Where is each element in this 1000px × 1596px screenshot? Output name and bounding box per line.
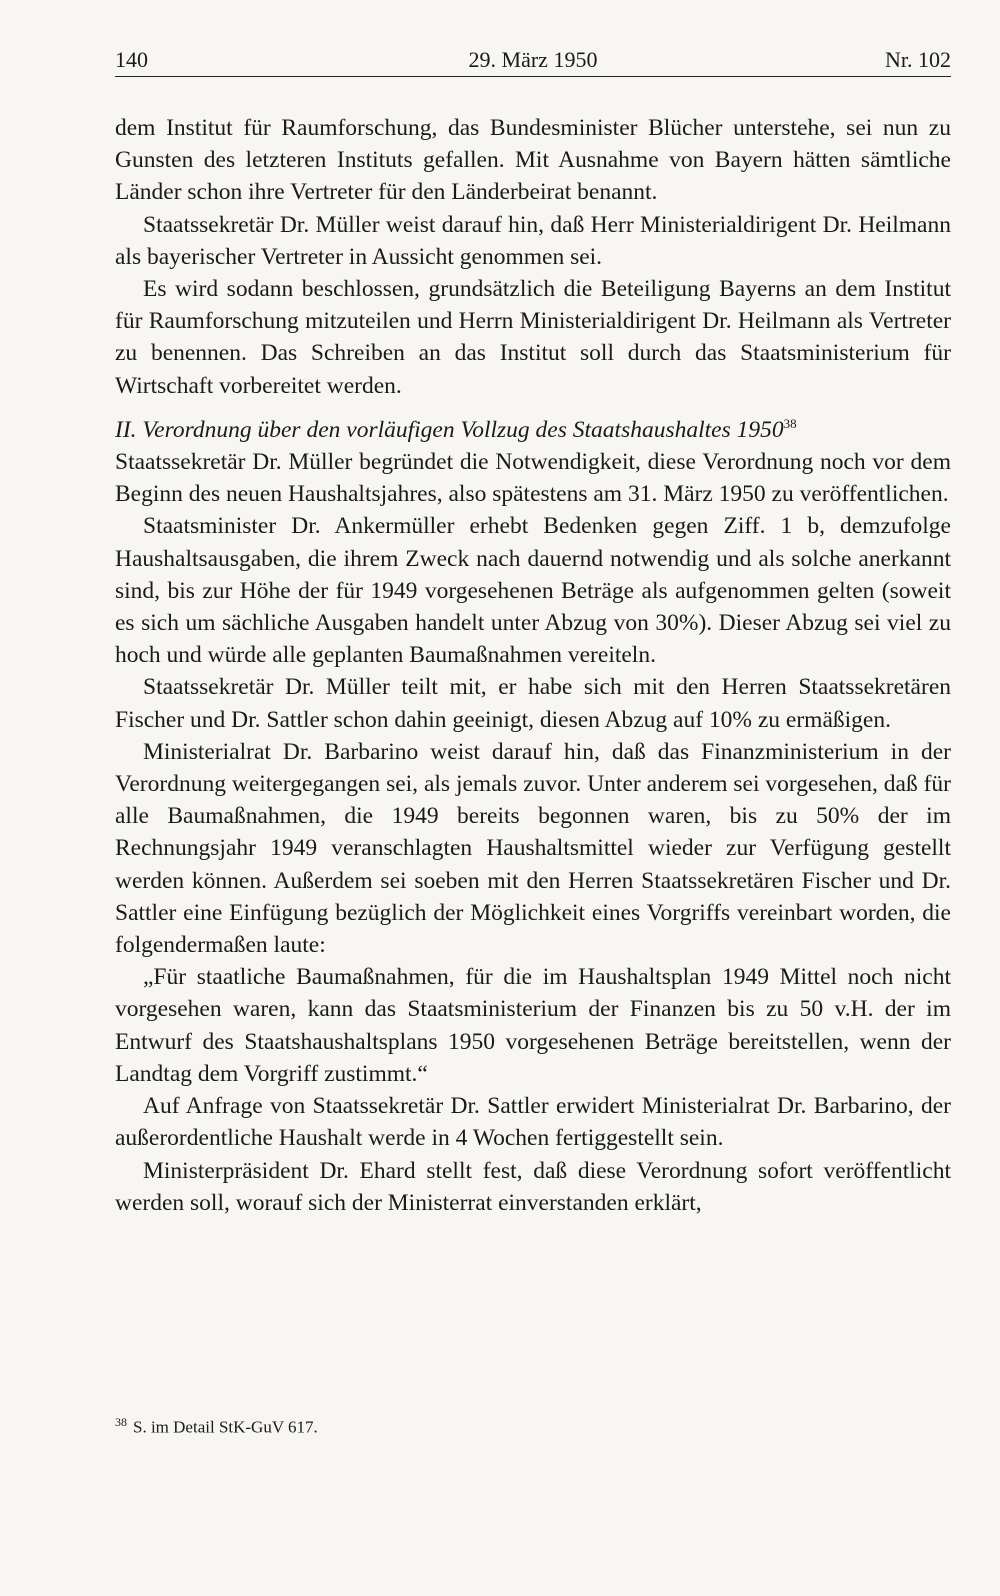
paragraph: Auf Anfrage von Staatssekretär Dr. Sattler erwidert Ministerialrat Dr. Barbarino, der außerordentliche Haushalt werde in 4 Wochen fertiggestellt sein.: [115, 1093, 951, 1152]
footnote: [115, 1410, 951, 1440]
paragraph: Staatssekretär Dr. Müller weist darauf hin, daß Herr Ministerialdirigent Dr. Heilmann als bayerischer Vertreter in Aussicht genommen sei.: [115, 211, 951, 270]
page-header: [115, 44, 951, 77]
paragraph: Staatssekretär Dr. Müller teilt mit, er habe sich mit den Herren Staatssekretären Fischer und Dr. Sattler schon dahin geeinigt, diesen Abzug auf 10% zu ermäßigen.: [115, 674, 951, 733]
paragraph: Es wird sodann beschlossen, grundsätzlich die Beteiligung Bayerns an dem Institut für Raumforschung mitzuteilen und Herrn Ministerialdirigent Dr. Heilmann als Vertreter zu benennen. Das Schreiben an das Institut soll durch das Staatsministerium für Wirtschaft vorbereitet werden.: [115, 276, 951, 399]
footnote-text: S. im Detail StK-GuV 617.: [133, 1417, 318, 1437]
section-heading: [115, 414, 951, 446]
document-number: Nr. 102: [885, 47, 951, 72]
footnote-number: 38: [115, 1415, 127, 1429]
paragraph: Staatsminister Dr. Ankermüller erhebt Bedenken gegen Ziff. 1 b, demzufolge Haushaltsausgaben, die ihrem Zweck nach dauernd notwendig und als solche anerkannt sind, bis zur Höhe der für 1949 vorgesehenen Beträge als aufgenommen gelten (soweit es sich um sächliche Ausgaben handelt unter Abzug von 30%). Dieser Abzug sei viel zu hoch und würde alle geplanten Baumaßnahmen vereiteln.: [115, 513, 951, 669]
paragraph: Staatssekretär Dr. Müller begründet die Notwendigkeit, diese Verordnung noch vor dem Beginn des neuen Haushaltsjahres, also spätestens am 31. März 1950 zu veröffentlichen.: [115, 449, 951, 508]
section-heading-text: II. Verordnung über den vorläufigen Vollzug des Staatshaushaltes 1950: [115, 416, 784, 443]
paragraph: Ministerialrat Dr. Barbarino weist darauf hin, daß das Finanzministerium in der Verordnung weitergegangen sei, als jemals zuvor. Unter anderem sei vorgesehen, daß für alle Baumaßnahmen, die 1949 bereits begonnen waren, bis zu 50% der im Rechnungsjahr 1949 veranschlagten Haushaltsmittel wieder zur Verfügung gestellt werden können. Außerdem sei soeben mit den Herren Staatssekretären Fischer und Dr. Sattler eine Einfügung bezüglich der Möglichkeit eines Vorgriffs vereinbart worden, die folgendermaßen laute:: [115, 738, 951, 959]
header-date: 29. März 1950: [468, 47, 598, 72]
quotation-paragraph: „Für staatliche Baumaßnahmen, für die im Haushaltsplan 1949 Mittel noch nicht vorgesehen waren, kann das Staatsministerium der Finanzen bis zu 50 v.H. der im Entwurf des Staatshaushaltsplans 1950 vorgesehenen Beträge bereitstellen, wenn der Landtag dem Vorgriff zustimmt.“: [115, 964, 951, 1087]
paragraph: dem Institut für Raumforschung, das Bundesminister Blücher unterstehe, sei nun zu Gunsten des letzteren Instituts gefallen. Mit Ausnahme von Bayern hätten sämtliche Länder schon ihre Vertreter für den Länderbeirat benannt.: [115, 115, 951, 206]
main-text: [115, 112, 951, 1219]
paragraph: Ministerpräsident Dr. Ehard stellt fest, daß diese Verordnung sofort veröffentlicht werden soll, worauf sich der Ministerrat einverstanden erklärt,: [115, 1157, 951, 1216]
page-number: 140: [115, 47, 148, 72]
footnote-marker: 38: [783, 416, 797, 431]
